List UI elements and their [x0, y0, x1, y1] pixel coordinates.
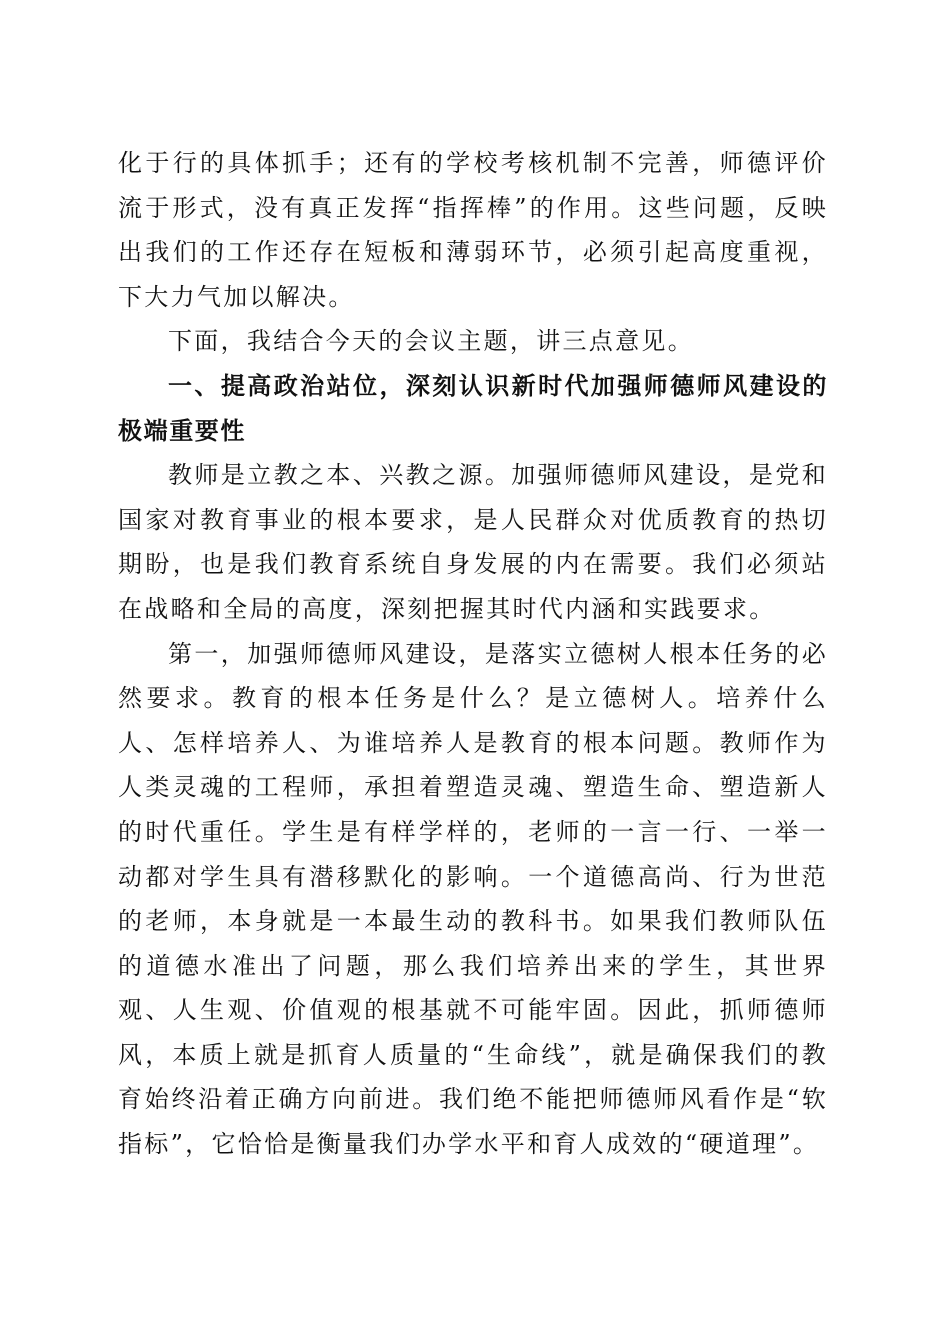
- section-heading: 一、提高政治站位，深刻认识新时代加强师德师风建设的极端重要性: [118, 371, 828, 445]
- paragraph-section-overview: 教师是立教之本、兴教之源。加强师德师风建设，是党和国家对教育事业的根本要求，是人民群众对优质教育的热切期盼，也是我们教育系统自身发展的内在需要。我们必须站在战略和全局的高度，深刻把握其时代内涵和实践要求。: [118, 461, 828, 623]
- paragraph-intro: 下面，我结合今天的会议主题，讲三点意见。: [168, 327, 694, 356]
- document-body: [118, 141, 828, 1167]
- paragraph-first-point: 第一，加强师德师风建设，是落实立德树人根本任务的必然要求。教育的根本任务是什么？是立德树人。培养什么人、怎样培养人、为谁培养人是教育的根本问题。教师作为人类灵魂的工程师，承担着塑造灵魂、塑造生命、塑造新人的时代重任。学生是有样学样的，老师的一言一行、一举一动都对学生具有潜移默化的影响。一个道德高尚、行为世范的老师，本身就是一本最生动的教科书。如果我们教师队伍的道德水准出了问题，那么我们培养出来的学生，其世界观、人生观、价值观的根基就不可能牢固。因此，抓师德师风，本质上就是抓育人质量的“生命线”，就是确保我们的教育始终沿着正确方向前进。我们绝不能把师德师风看作是“软指标”，它恰恰是衡量我们办学水平和育人成效的“硬道理”。: [118, 639, 828, 1159]
- paragraph-continuation: 化于行的具体抓手；还有的学校考核机制不完善，师德评价流于形式，没有真正发挥“指挥棒”的作用。这些问题，反映出我们的工作还存在短板和薄弱环节，必须引起高度重视，下大力气加以解决。: [118, 149, 828, 311]
